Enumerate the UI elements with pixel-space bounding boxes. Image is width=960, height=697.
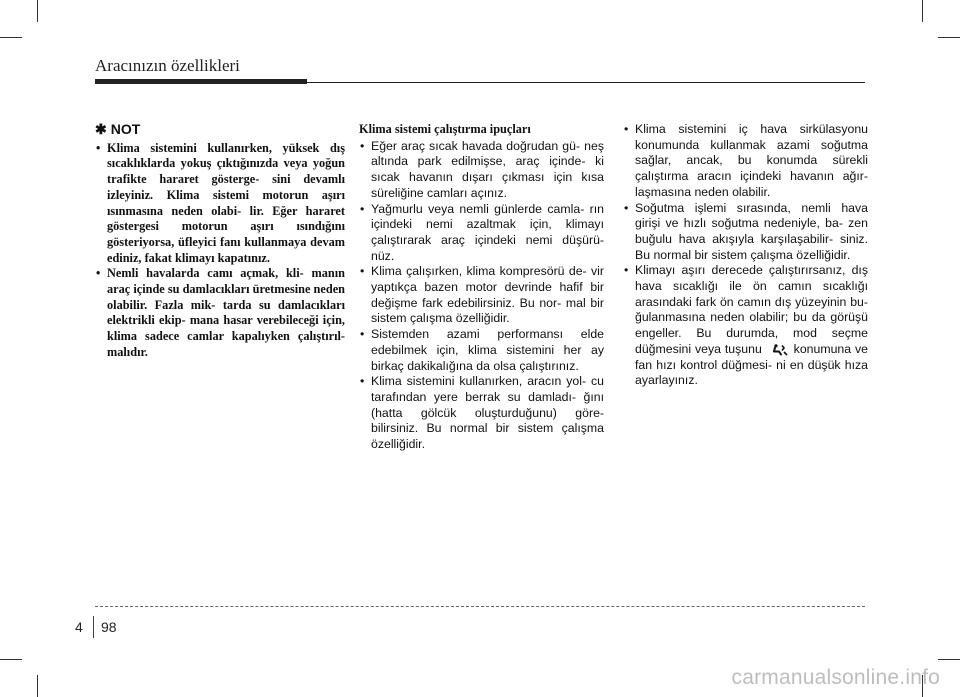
tips-list-continued xyxy=(623,122,868,389)
tips-column xyxy=(359,122,604,453)
tips-column-continued xyxy=(623,122,868,389)
note-column xyxy=(95,122,345,361)
crop-mark xyxy=(0,37,22,38)
page-header-title: Aracınızın özellikleri xyxy=(95,56,240,75)
header-rule-thin xyxy=(307,82,865,83)
watermark: carmanualsonline.info xyxy=(731,666,940,689)
note-list xyxy=(95,141,345,361)
tip-item: • Klima çalışırken, klima kompresörü de- vir yaptıkça bazen motor devrinde hafif bir değişme fark edebilirsiniz. Bu nor- mal bir sistem çalışma özelliğidir. xyxy=(359,264,604,327)
header-rule-thick xyxy=(95,79,307,84)
tip-item-with-icon xyxy=(623,263,868,389)
tip-item: • Klima sistemini kullanırken, aracın yol- cu tarafından yere berrak su damladı- ğını (hatta gölcük oluşturduğunu) göre- bilirsiniz. Bu normal bir sistem çalışma özelliğidir. xyxy=(359,374,604,453)
page-number: 98 xyxy=(101,619,117,635)
tip-text-before-icon: Klimayı aşırı derecede çalıştırırsanız, dış hava sıcaklığı ile ön camın sıcaklığı arasındaki fark ön camın dış yüzeyinin bu-ğulanmasına neden olabilir; bu da görüşü engeller. Bu durumda, mod seçme düğmesini veya tuşunu xyxy=(635,263,868,356)
page-number-divider xyxy=(93,616,94,638)
footer-dashed-rule xyxy=(95,606,865,607)
note-item: • Nemli havalarda camı açmak, kli- manın araç içinde su damlacıkları üretmesine neden olabilir. Fazla mik- tarda su damlacıkları elektrikli ekip- mana hasar verebileceği için, klima sadece camlar kapalıyken çalıştırıl- malıdır. xyxy=(95,266,345,360)
note-title: NOT xyxy=(110,121,141,137)
tip-item: • Soğutma işlemi sırasında, nemli hava girişi ve hızlı soğutma nedeniyle, ba- zen buğulu hava akışıyla karşılaşabilir- siniz. Bu normal bir sistem çalışma özelliğidir. xyxy=(623,201,868,264)
floor-vent-mode-icon xyxy=(770,344,790,356)
tips-heading: Klima sistemi çalıştırma ipuçları xyxy=(359,122,531,136)
tip-item: • Klima sistemini iç hava sirkülasyonu konumunda kullanmak azami soğutma sağlar, ancak, bu konumda sürekli çalıştırma aracın içindeki havanın ağır- laşmasına neden olabilir. xyxy=(623,122,868,201)
crop-mark xyxy=(922,0,923,22)
crop-mark xyxy=(938,659,960,660)
crop-mark xyxy=(37,0,38,22)
tip-item: • Sistemden azami performansı elde edebilmek için, klima sistemini her ay birkaç dakikalığına da olsa çalıştırınız. xyxy=(359,327,604,374)
note-item: • Klima sistemini kullanırken, yüksek dış sıcaklıklarda yokuş çıktığınızda veya yoğun trafikte hararet gösterge- sini devamlı izleyiniz. Klima sistemi motorun aşırı ısınmasına neden olabi- lir. Eğer hararet göstergesi motorun aşırı ısındığını gösteriyorsa, üfleyici fanı kullanmaya devam ediniz, fakat klimayı kapatınız. xyxy=(95,141,345,267)
tip-item: • Yağmurlu veya nemli günlerde camla- rın içindeki nemi azaltmak için, klimayı çalıştırarak araç içindeki nemi düşürü- nüz. xyxy=(359,202,604,265)
tip-text-after-icon: konumuna ve fan hızı kontrol düğmesi- ni en düşük hıza ayarlayınız. xyxy=(635,341,869,388)
crop-mark xyxy=(0,659,22,660)
tips-list xyxy=(359,139,604,453)
section-number: 4 xyxy=(75,619,83,635)
crop-mark xyxy=(37,675,38,697)
note-heading xyxy=(95,122,345,138)
tip-item: • Eğer araç sıcak havada doğrudan gü- neş altında park edilmişse, araç içinde- ki sıcak havanın dışarı çıkması için kısa süreliğine camları açınız. xyxy=(359,139,604,202)
crop-mark xyxy=(938,37,960,38)
note-star-icon: ✱ xyxy=(95,121,107,137)
